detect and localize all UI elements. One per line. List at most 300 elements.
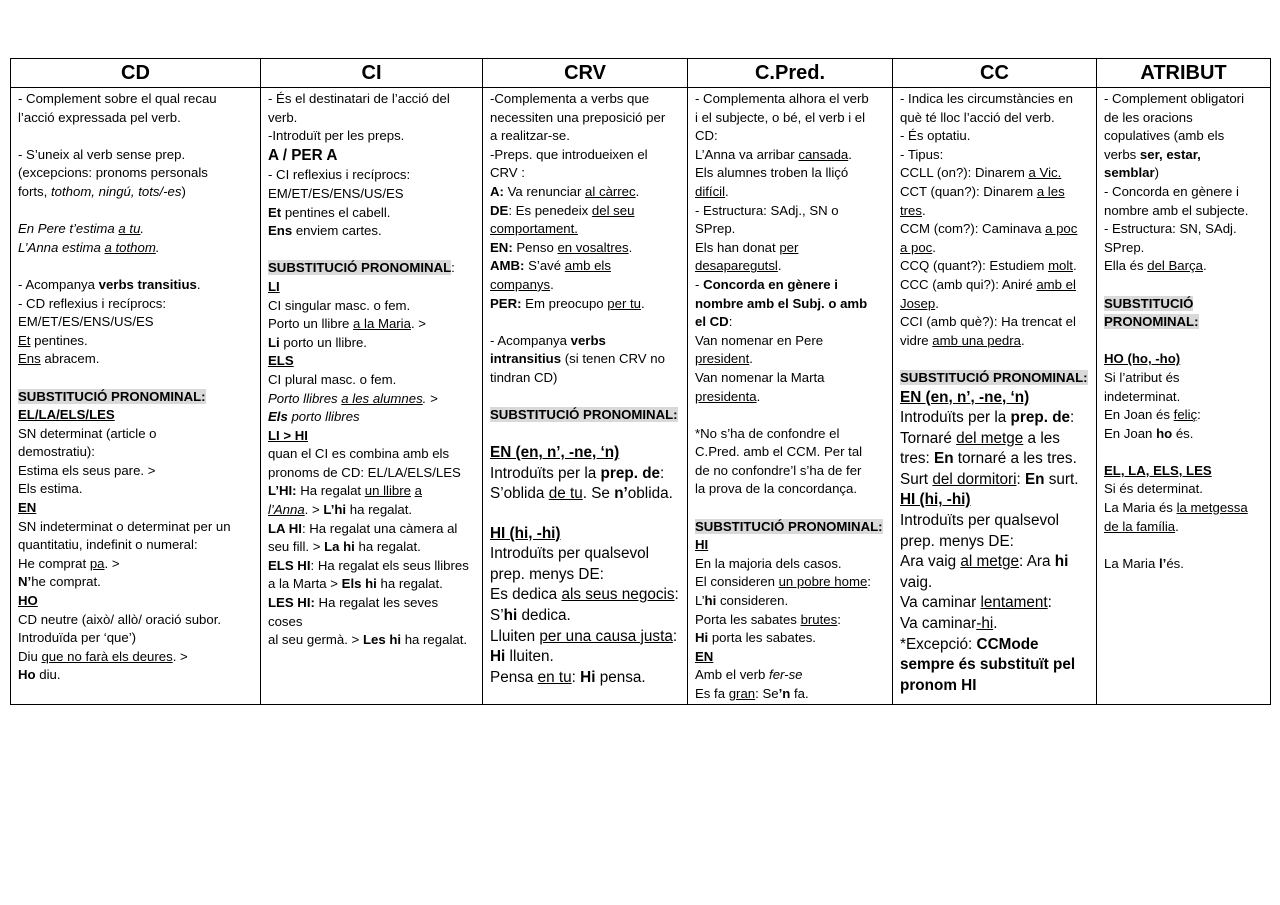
- text-line: [18, 666, 254, 685]
- text-run: Va caminar: [900, 615, 977, 633]
- text-run: dedica.: [517, 607, 571, 625]
- text-line: [900, 490, 1090, 511]
- text-run: seu fill. >: [268, 539, 325, 555]
- text-line: [695, 592, 886, 611]
- text-line: [1104, 350, 1264, 369]
- header-cpred: C.Pred.: [688, 59, 893, 88]
- text-line: - Concorda en gènere i: [1104, 183, 1239, 199]
- text-line: [1104, 425, 1264, 444]
- text-run: amb els: [564, 258, 611, 274]
- text-run: LES HI:: [268, 595, 315, 611]
- spacer: [18, 257, 254, 276]
- text-run: CCMode: [976, 635, 1039, 653]
- text-run: Es fa: [695, 686, 729, 701]
- text-run: CCT (quan?): Dinarem: [900, 183, 1037, 199]
- text-line: [900, 295, 1090, 314]
- text-run: :: [451, 260, 455, 276]
- text-line: [18, 183, 254, 202]
- text-line: [695, 183, 886, 202]
- column-cc: [893, 88, 1097, 705]
- text-line: vaig.: [900, 573, 933, 591]
- text-run: comportament.: [490, 221, 578, 237]
- text-run: nombre amb el Subj. o amb: [695, 295, 868, 311]
- text-line: necessiten una preposició per: [490, 109, 666, 125]
- text-line: [1104, 164, 1264, 183]
- text-run: .: [777, 258, 782, 274]
- text-line: [695, 257, 886, 276]
- text-line: [18, 332, 254, 351]
- text-line: [900, 257, 1090, 276]
- spacer: [18, 369, 254, 388]
- text-line: [490, 406, 681, 425]
- text-run: . >: [304, 502, 324, 518]
- text-run: La Maria: [1104, 555, 1159, 571]
- text-run: En Joan és: [1104, 407, 1174, 423]
- text-run: prep. de: [600, 464, 661, 482]
- text-line: [900, 332, 1090, 351]
- text-run: Amb el verb: [695, 667, 770, 683]
- text-run: per: [779, 239, 799, 255]
- text-run: Porto un llibre: [268, 316, 354, 332]
- text-run: S’: [490, 607, 504, 625]
- text-line: [18, 350, 254, 369]
- text-line: [900, 183, 1090, 202]
- text-run: la metgessa: [1176, 500, 1248, 516]
- text-run: Josep: [900, 295, 936, 311]
- text-run: és.: [1166, 555, 1184, 571]
- text-run: -: [695, 276, 704, 292]
- text-run: : Es penedeix: [508, 202, 592, 218]
- text-run: EL, LA, ELS, LES: [1104, 462, 1212, 478]
- text-run: fa.: [790, 686, 809, 701]
- text-line: [18, 573, 254, 592]
- text-line: prep. menys DE:: [490, 565, 604, 583]
- text-run: Em preocupo: [521, 295, 608, 311]
- text-line: [695, 146, 886, 165]
- text-run: :: [837, 611, 841, 627]
- spacer: [18, 127, 254, 146]
- text-line: [695, 313, 886, 332]
- text-line: Estima els seus pare. >: [18, 462, 156, 478]
- text-run: ha regalat.: [401, 632, 468, 648]
- text-line: [1104, 555, 1264, 574]
- text-line: verb.: [268, 109, 298, 125]
- text-line: Introduïts per qualsevol: [490, 545, 650, 563]
- text-run: En: [934, 450, 954, 468]
- text-run: el CD: [695, 314, 729, 330]
- text-line: [900, 449, 1090, 470]
- text-run: a les: [1036, 183, 1065, 199]
- spacer: [268, 241, 476, 260]
- text-line: [268, 408, 476, 427]
- text-run: .: [635, 183, 640, 199]
- text-run: Surt: [900, 470, 933, 488]
- text-line: [490, 484, 681, 505]
- spacer: [490, 425, 681, 444]
- text-line: [695, 518, 886, 537]
- spacer: [900, 350, 1090, 369]
- text-run: L’Anna estima: [18, 239, 105, 255]
- text-run: Li: [268, 334, 280, 350]
- text-line: [695, 536, 886, 555]
- text-run: Els: [268, 409, 288, 425]
- text-run: AMB:: [490, 258, 525, 274]
- text-line: [18, 592, 254, 611]
- text-run: HI (hi, -hi): [490, 524, 561, 542]
- text-line: [695, 295, 886, 314]
- text-line: -Introduït per les preps.: [268, 128, 405, 144]
- text-run: SUBSTITUCIÓ: [1104, 295, 1194, 311]
- text-run: EL/LA/ELS/LES: [18, 407, 115, 423]
- text-run: pentines.: [30, 332, 88, 348]
- text-run: l’: [1158, 555, 1167, 571]
- spacer: [1104, 536, 1264, 555]
- text-run: : Ara: [1019, 553, 1055, 571]
- text-run: tothom, ningú, tots/-es: [50, 183, 182, 199]
- text-run: ho: [1156, 425, 1173, 441]
- text-line: [18, 648, 254, 667]
- text-line: [900, 369, 1090, 388]
- text-run: SUBSTITUCIÓ PRONOMINAL:: [18, 388, 206, 404]
- text-run: ha regalat.: [354, 539, 421, 555]
- text-run: HO: [18, 593, 38, 609]
- text-run: .: [921, 202, 926, 218]
- text-run: per tu: [607, 295, 642, 311]
- text-line: [1104, 313, 1264, 332]
- text-run: HI: [695, 537, 709, 553]
- text-run: pa: [89, 555, 105, 571]
- text-run: de la família: [1104, 518, 1176, 534]
- text-run: :: [1047, 594, 1052, 612]
- text-line: [695, 611, 886, 630]
- text-line: Els alumnes troben la lliçó: [695, 165, 849, 181]
- text-line: de les oracions: [1104, 109, 1193, 125]
- text-run: a les: [1023, 429, 1060, 447]
- text-line: [490, 295, 681, 314]
- text-run: Porta les sabates: [695, 611, 801, 627]
- text-line: - S’uneix al verb sense prep.: [18, 146, 186, 162]
- text-run: Introduïts per la: [900, 409, 1011, 427]
- text-line: [695, 573, 886, 592]
- text-line: [900, 408, 1090, 429]
- text-run: n’: [614, 485, 628, 503]
- text-line: [268, 278, 476, 297]
- text-line: [268, 315, 476, 334]
- text-line: quan el CI es combina amb els: [268, 446, 450, 462]
- text-run: Et: [18, 332, 31, 348]
- text-line: EM/ET/ES/ENS/US/ES: [18, 314, 154, 330]
- text-run: .: [641, 295, 645, 311]
- text-run: :: [672, 627, 678, 645]
- text-line: [1104, 295, 1264, 314]
- text-line: [490, 220, 681, 239]
- text-run: .: [1175, 518, 1179, 534]
- text-line: [268, 204, 476, 223]
- text-run: de tu: [548, 485, 583, 503]
- text-run: La hi: [324, 539, 355, 555]
- text-run: al metge: [960, 553, 1020, 571]
- text-line: [695, 648, 886, 667]
- text-line: [268, 259, 476, 278]
- text-run: L’Anna va arribar: [695, 146, 799, 162]
- text-run: a tothom: [104, 239, 156, 255]
- text-line: Els estima.: [18, 481, 83, 497]
- text-run: N’: [18, 574, 32, 590]
- text-run: SUBSTITUCIÓ PRONOMINAL:: [900, 369, 1088, 385]
- text-run: que no farà els deures: [41, 648, 173, 664]
- text-line: copulatives (amb els: [1104, 128, 1225, 144]
- text-run: .: [140, 221, 145, 237]
- text-line: [1104, 146, 1264, 165]
- grammar-table: [10, 58, 1271, 705]
- text-line: [900, 202, 1090, 221]
- text-run: :: [1070, 409, 1075, 427]
- text-run: porto llibres: [287, 409, 360, 425]
- text-run: abracem.: [40, 351, 100, 367]
- text-run: Hi: [580, 668, 596, 686]
- text-run: prep. de: [1010, 409, 1071, 427]
- text-run: HI (hi, -hi): [900, 491, 971, 509]
- text-line: - Complement sobre el qual recau: [18, 91, 217, 106]
- text-run: :: [1016, 470, 1025, 488]
- header-cd: CD: [11, 59, 261, 88]
- text-run: difícil: [695, 183, 726, 199]
- text-run: . >: [172, 648, 188, 664]
- text-line: [490, 585, 681, 606]
- text-run: Concorda en gènere i: [703, 276, 838, 292]
- text-run: he comprat.: [31, 574, 101, 590]
- text-line: [1104, 406, 1264, 425]
- text-run: enviem cartes.: [292, 223, 382, 239]
- text-run: A / PER A: [268, 146, 338, 164]
- text-run: Va renunciar: [503, 183, 586, 199]
- text-run: vidre: [900, 332, 933, 348]
- text-line: [695, 276, 886, 295]
- text-run: - Acompanya: [490, 332, 571, 348]
- text-run: consideren.: [716, 593, 789, 609]
- text-run: PER:: [490, 295, 522, 311]
- text-run: lluiten.: [505, 648, 554, 666]
- text-line: - És optatiu.: [900, 128, 971, 144]
- text-run: pensa.: [595, 668, 646, 686]
- text-line: C.Pred. amb el CCM. Per tal: [695, 444, 863, 460]
- text-run: L’HI:: [268, 483, 297, 499]
- text-run: En Joan: [1104, 425, 1157, 441]
- text-line: EM/ET/ES/ENS/US/ES: [268, 185, 404, 201]
- text-run: LI: [268, 278, 280, 294]
- text-run: CCM (com?): Caminava: [900, 221, 1046, 237]
- text-run: en vosaltres: [557, 239, 629, 255]
- text-line: [1104, 462, 1264, 481]
- text-run: tornaré a les tres.: [953, 450, 1077, 468]
- text-run: . >: [104, 555, 120, 571]
- text-line: SN indeterminat o determinat per un: [18, 518, 231, 534]
- text-run: SUBSTITUCIÓ PRONOMINAL:: [695, 518, 883, 534]
- text-line: CRV :: [490, 165, 525, 181]
- text-run: La Maria és: [1104, 500, 1177, 516]
- text-line: [695, 350, 886, 369]
- text-line: [268, 501, 476, 520]
- text-run: Ha regalat les seves coses: [268, 595, 439, 629]
- header-row: [11, 59, 1271, 88]
- text-run: .: [749, 351, 753, 367]
- text-run: SUBSTITUCIÓ PRONOMINAL: [268, 260, 452, 276]
- text-run: cansada: [798, 146, 849, 162]
- text-run: en tu: [537, 668, 572, 686]
- text-run: tres:: [900, 450, 934, 468]
- text-run: del metge: [956, 429, 1024, 447]
- text-line: [900, 614, 1090, 635]
- text-run: .: [935, 295, 939, 311]
- text-line: [900, 470, 1090, 491]
- column-cd: [11, 88, 261, 705]
- text-line: [900, 239, 1090, 258]
- text-run: companys: [490, 276, 551, 292]
- text-line: [1104, 499, 1264, 518]
- text-run: Penso: [512, 239, 558, 255]
- text-run: S’avé: [524, 258, 565, 274]
- text-run: .: [1020, 332, 1025, 348]
- text-line: [268, 520, 476, 539]
- text-line: prep. menys DE:: [900, 532, 1014, 550]
- text-run: :: [660, 464, 665, 482]
- text-run: ELS: [268, 353, 294, 369]
- text-run: Ha regalat: [296, 483, 365, 499]
- text-line: CCI (amb què?): Ha trencat el: [900, 314, 1076, 330]
- text-line: a realitzar-se.: [490, 128, 570, 144]
- text-run: hi: [704, 593, 717, 609]
- text-run: presidenta: [695, 388, 757, 404]
- text-run: Hi: [695, 630, 709, 646]
- text-line: [900, 429, 1090, 450]
- text-line: En la majoria dels casos.: [695, 555, 842, 571]
- text-line: [490, 332, 681, 351]
- text-line: l’acció expressada pel verb.: [18, 109, 181, 125]
- spacer: [490, 313, 681, 332]
- text-line: Introduïda per ‘que’): [18, 630, 137, 646]
- text-run: ha regalat.: [346, 502, 413, 518]
- text-run: fer-se: [769, 667, 803, 683]
- text-run: -hi: [976, 615, 994, 633]
- text-line: - Complementa alhora el verb: [695, 91, 869, 106]
- text-run: Et: [268, 204, 282, 220]
- content-row: [11, 88, 1271, 705]
- text-run: SUBSTITUCIÓ PRONOMINAL:: [490, 407, 678, 423]
- text-line: [268, 222, 476, 241]
- text-run: gran: [728, 686, 756, 701]
- text-run: Porto llibres: [268, 390, 342, 406]
- text-run: LI > HI: [268, 427, 308, 443]
- text-run: EN: [695, 648, 714, 664]
- text-line: de no confondre’l s’ha de fer: [695, 462, 862, 478]
- text-line: Van nomenar en Pere: [695, 332, 824, 348]
- column-ci: [261, 88, 483, 705]
- text-line: [695, 629, 886, 648]
- text-run: al seu germà. >: [268, 632, 363, 648]
- text-run: *Excepció:: [900, 635, 977, 653]
- text-line: [490, 668, 681, 689]
- text-run: Introduïts per la: [490, 464, 601, 482]
- text-run: ): [181, 183, 186, 199]
- text-run: .: [1202, 258, 1207, 274]
- text-run: :: [674, 586, 679, 604]
- text-run: del dormitori: [932, 470, 1017, 488]
- text-line: [268, 482, 476, 501]
- spacer: [1104, 443, 1264, 462]
- text-line: [18, 276, 254, 295]
- text-line: [1104, 518, 1264, 537]
- text-run: EN:: [490, 239, 513, 255]
- text-run: ): [1154, 165, 1159, 181]
- spacer: [1104, 332, 1264, 351]
- text-line: [490, 443, 681, 464]
- text-run: - Acompanya: [18, 276, 99, 292]
- text-line: [490, 606, 681, 627]
- text-run: CCLL (on?): Dinarem: [900, 165, 1029, 181]
- text-run: verbs transitius: [98, 276, 197, 292]
- text-run: : Se: [755, 686, 779, 701]
- text-run: feliç: [1173, 407, 1198, 423]
- text-line: [18, 406, 254, 425]
- text-line: [695, 239, 886, 258]
- text-run: president: [695, 351, 750, 367]
- text-run: lentament: [980, 594, 1048, 612]
- text-run: tres: [900, 202, 922, 218]
- text-line: tindran CD): [490, 369, 558, 385]
- text-line: [490, 350, 681, 369]
- text-run: porto un llibre.: [279, 334, 367, 350]
- text-run: EN (en, n’, -ne, ‘n): [490, 444, 620, 462]
- text-line: pronoms de CD: EL/LA/ELS/LES: [268, 464, 461, 480]
- text-run: a poc: [1045, 221, 1078, 237]
- text-run: : Ha regalat una càmera al: [301, 520, 458, 536]
- header-atribut: ATRIBUT: [1097, 59, 1271, 88]
- text-line: Van nomenar la Marta: [695, 369, 825, 385]
- text-run: Ella és: [1104, 258, 1148, 274]
- text-line: [695, 666, 886, 685]
- text-run: Les hi: [362, 632, 402, 648]
- text-run: DE: [490, 202, 509, 218]
- text-run: a: [414, 483, 422, 499]
- text-line: [900, 388, 1090, 409]
- text-run: .: [196, 276, 201, 292]
- text-run: ha regalat.: [376, 576, 443, 592]
- text-run: .: [932, 239, 936, 255]
- text-run: ELS HI: [268, 557, 311, 573]
- text-run: . >: [422, 390, 438, 406]
- text-line: - Estructura: SN, SAdj.: [1104, 221, 1237, 237]
- text-run: l’Anna: [268, 502, 305, 518]
- text-run: :: [1197, 407, 1201, 423]
- text-run: S’oblida: [490, 485, 549, 503]
- text-run: desaparegutsl: [695, 258, 778, 274]
- text-run: L’: [695, 593, 705, 609]
- text-line: - CI reflexius i recíprocs:: [268, 167, 411, 183]
- text-run: Ens: [268, 223, 293, 239]
- text-line: [268, 631, 476, 650]
- text-line: CD:: [695, 128, 718, 144]
- text-line: Si l’atribut és: [1104, 369, 1180, 385]
- column-crv: [483, 88, 688, 705]
- text-run: amb el: [1036, 276, 1076, 292]
- text-line: [900, 552, 1090, 573]
- text-line: la prova de la concordança.: [695, 481, 858, 497]
- text-line: *No s’ha de confondre el: [695, 425, 840, 441]
- text-run: . Se: [582, 485, 615, 503]
- text-line: [900, 635, 1090, 656]
- text-line: [900, 593, 1090, 614]
- text-run: .: [756, 388, 761, 404]
